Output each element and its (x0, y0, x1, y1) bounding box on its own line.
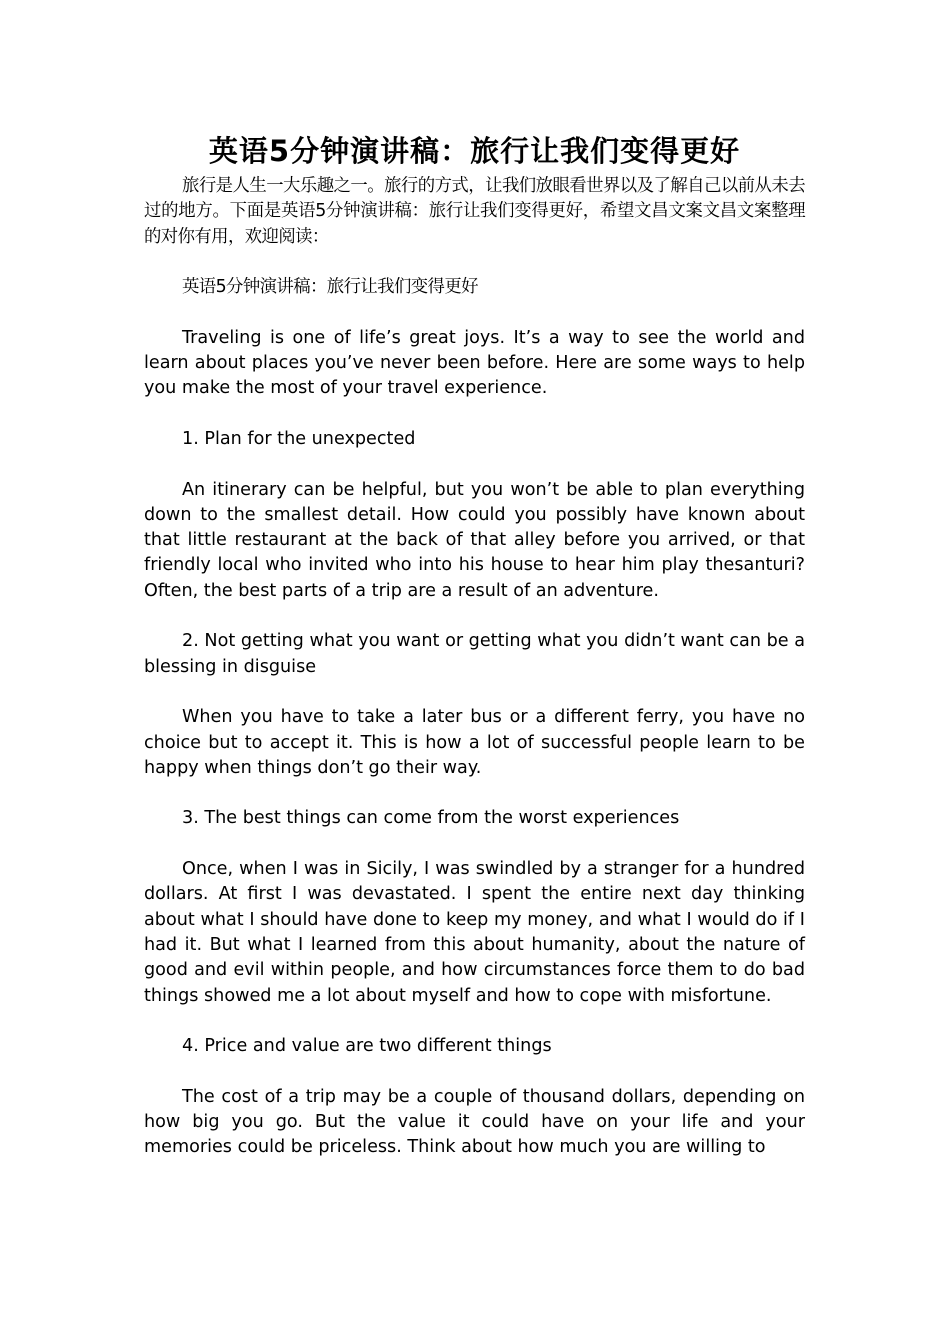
spacer (144, 832, 805, 857)
heading-1: 1. Plan for the unexpected (182, 428, 416, 449)
paragraph-5: The cost of a trip may be a couple of thousand dollars, depending on how big you go. But the value it could have on your life and your memories could be priceless. Think about how much you are willing to (144, 1086, 805, 1158)
spacer (144, 250, 805, 275)
document-page (144, 128, 805, 1161)
intro-paragraph: 旅行是人生一大乐趣之一。旅行的方式，让我们放眼看世界以及了解自己以前从未去过的地方。下面是英语5分钟演讲稿：旅行让我们变得更好，希望文昌文案文昌文案整理的对你有用，欢迎阅读： (144, 176, 805, 247)
paragraph-1: Traveling is one of life’s great joys. It’s a way to see the world and learn about places you’ve never been before. Here are some ways to help you make the most of your travel experience. (144, 327, 805, 399)
paragraph-4: Once, when I was in Sicily, I was swindled by a stranger for a hundred dollars. At first I was devastated. I spent the entire next day thinking about what I should have done to keep my money, and what I would do if I had it. But what I learned from this about humanity, about the nature of good and evil within people, and how circumstances force them to do bad things showed me a lot about myself and how to cope with misfortune. (144, 859, 805, 1006)
paragraph-2: An itinerary can be helpful, but you won’t be able to plan everything down to the smallest detail. How could you possibly have known about that little restaurant at the back of that alley before you arrived, or that friendly local who invited who into his house to hear him play thesanturi? Often, the best parts of a trip are a result of an adventure. (144, 479, 805, 601)
document-title: 英语5分钟演讲稿：旅行让我们变得更好 (208, 134, 741, 168)
spacer (144, 1059, 805, 1084)
heading-3: 3. The best things can come from the worst experiences (182, 808, 680, 829)
spacer (144, 402, 805, 427)
spacer (144, 680, 805, 705)
paragraph-3: When you have to take a later bus or a different ferry, you have no choice but to accept it. This is how a lot of successful people learn to be happy when things don’t go their way. (144, 707, 805, 778)
subtitle-line: 英语5分钟演讲稿：旅行让我们变得更好 (182, 277, 478, 298)
spacer (144, 300, 805, 325)
spacer (144, 1009, 805, 1034)
spacer (144, 604, 805, 629)
spacer (144, 781, 805, 806)
spacer (144, 452, 805, 477)
heading-4: 4. Price and value are two different things (182, 1036, 552, 1057)
heading-2: 2. Not getting what you want or getting what you didn’t want can be a blessing in disguise (144, 631, 805, 677)
